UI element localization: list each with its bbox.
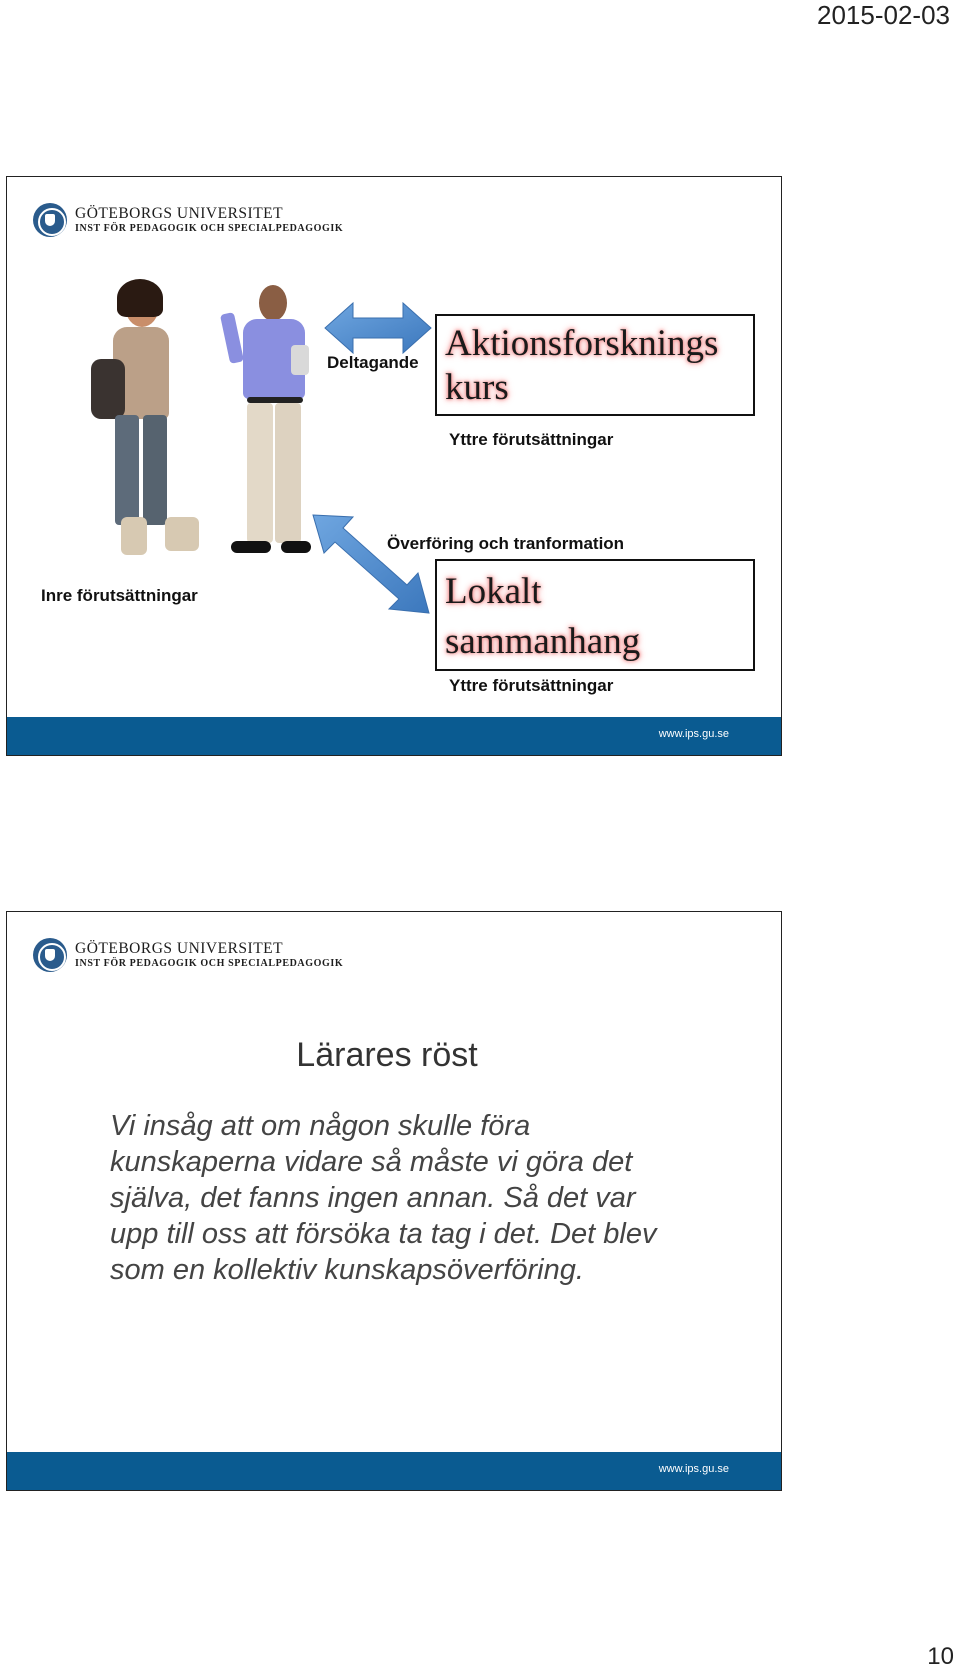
slide-footer-bar	[7, 717, 781, 755]
slide-title: Lärares röst	[296, 1036, 478, 1074]
logo-department-name: INST FÖR PEDAGOGIK OCH SPECIALPEDAGOGIK	[75, 958, 344, 969]
logo-university-name: GÖTEBORGS UNIVERSITET	[75, 205, 284, 222]
box1-line2: kurs	[445, 367, 509, 408]
box-lokalt-sammanhang	[435, 559, 755, 671]
box2-line1: Lokalt	[445, 571, 542, 612]
page-number: 10	[927, 1643, 954, 1670]
quote-line: själva, det fanns ingen annan. Så det var	[110, 1182, 636, 1214]
university-logo	[33, 938, 343, 972]
slide-2	[6, 911, 782, 1491]
label-deltagande: Deltagande	[327, 353, 419, 372]
logo-university-name: GÖTEBORGS UNIVERSITET	[75, 940, 284, 957]
label-overforing: Överföring och tranformation	[387, 534, 625, 553]
footer-url: www.ips.gu.se	[658, 1463, 729, 1475]
quote-text	[110, 1108, 710, 1288]
university-seal-icon	[33, 938, 67, 972]
logo-department-name: INST FÖR PEDAGOGIK OCH SPECIALPEDAGOGIK	[75, 223, 344, 234]
slide-footer-bar	[7, 1452, 781, 1490]
quote-line: Vi insåg att om någon skulle föra	[110, 1110, 531, 1142]
page-date: 2015-02-03	[817, 0, 950, 30]
quote-line: upp till oss att försöka ta tag i det. Det blev	[110, 1218, 657, 1250]
footer-url: www.ips.gu.se	[658, 728, 729, 740]
box-aktionsforskningskurs	[435, 314, 755, 416]
quote-line: som en kollektiv kunskapsöverföring.	[110, 1254, 584, 1286]
slide-1	[6, 176, 782, 756]
double-arrow-diagonal-icon	[313, 515, 429, 613]
label-inre-forutsattningar: Inre förutsättningar	[41, 586, 198, 605]
double-arrow-horizontal-icon	[325, 303, 431, 353]
label-yttre-forutsattningar-1: Yttre förutsättningar	[449, 430, 614, 449]
box1-line1: Aktionsforsknings	[445, 323, 719, 364]
quote-line: kunskaperna vidare så måste vi göra det	[110, 1146, 633, 1178]
label-yttre-forutsattningar-2: Yttre förutsättningar	[449, 676, 614, 695]
box2-line2: sammanhang	[445, 621, 641, 662]
